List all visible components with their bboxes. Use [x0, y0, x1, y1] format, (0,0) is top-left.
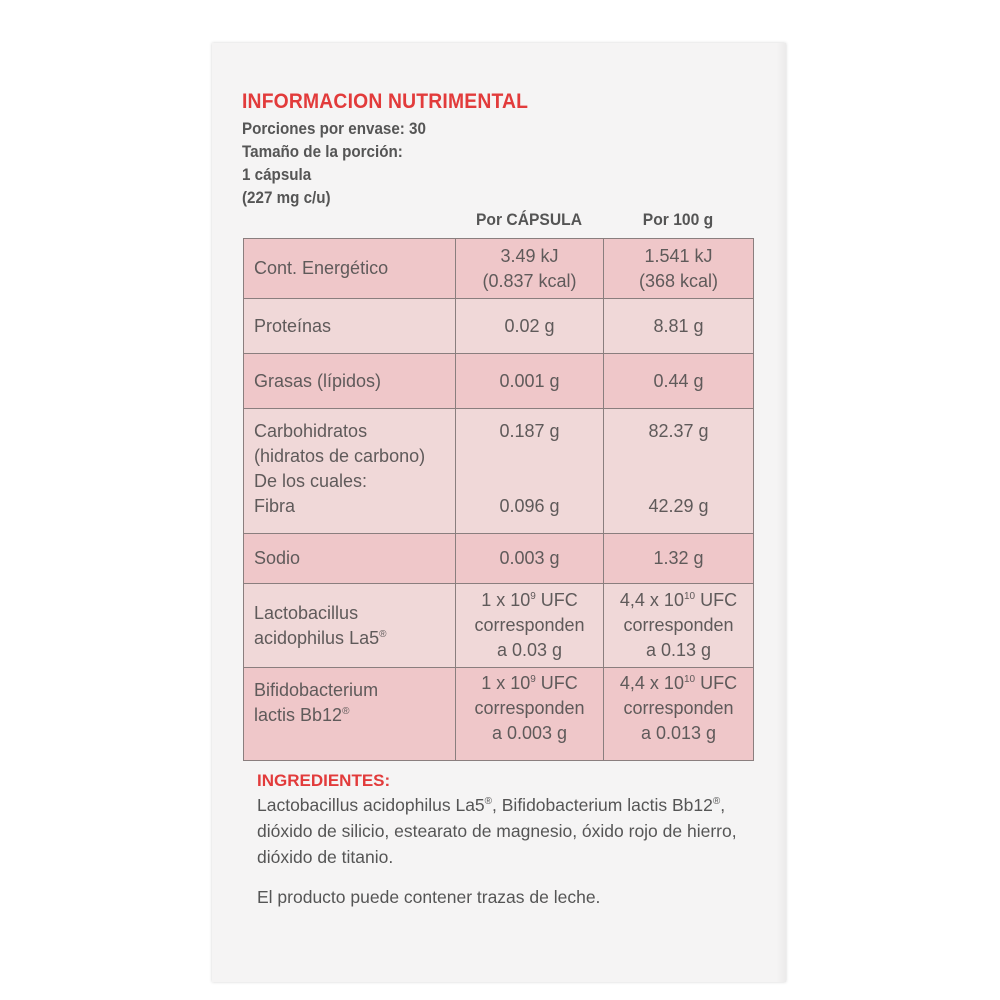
row-label — [244, 668, 456, 761]
table-row-lactobacillus — [244, 584, 754, 668]
nutrition-title: INFORMACION NUTRIMENTAL — [242, 90, 529, 113]
energy-kj-100g: 1.541 kJ — [644, 245, 713, 266]
value-per-capsule: 0.003 g — [456, 534, 604, 584]
lacto-label-1: Lactobacillus — [254, 602, 359, 623]
table-row-fat — [244, 354, 754, 409]
lacto-weight-capsule: a 0.03 g — [496, 640, 563, 660]
lacto-cfu-capsule: 1 x $10^9$ UFC — [481, 590, 578, 610]
table-row-sodium — [244, 534, 754, 584]
ingredients-section — [257, 770, 747, 910]
energy-kcal-100g: (368 kcal) — [638, 270, 719, 291]
bifido-corresponds-100g: corresponden — [623, 698, 734, 718]
value-per-100g: 1.32 g — [604, 534, 754, 584]
energy-kj-capsule: 3.49 kJ — [500, 245, 559, 266]
value-per-100g: 0.44 g — [604, 354, 754, 409]
nutrition-table — [243, 238, 754, 761]
carbs-100g: 82.37 g — [648, 421, 709, 441]
ingredients-title: INGREDIENTES: — [257, 771, 391, 790]
bifido-cfu-100g: 4,4 x $10^{10}$ UFC — [619, 673, 738, 693]
lacto-weight-100g: a 0.13 g — [645, 640, 712, 660]
value-per-capsule: 0.02 g — [456, 299, 604, 354]
serving-size-weight: (227 mg c/u) — [242, 189, 331, 207]
lacto-label-2: acidophilus La5® — [254, 627, 387, 648]
value-per-capsule — [456, 668, 604, 761]
value-per-100g — [604, 584, 754, 668]
row-label: Cont. Energético — [244, 239, 456, 299]
bifido-label-1: Bifidobacterium — [254, 680, 379, 700]
table-row-protein — [244, 299, 754, 354]
lacto-corresponds-100g: corresponden — [623, 615, 734, 635]
allergen-notice: El producto puede contener trazas de leche. — [257, 887, 601, 907]
bifido-weight-100g: a 0.013 g — [640, 723, 717, 743]
value-per-100g — [604, 409, 754, 534]
value-per-capsule — [456, 584, 604, 668]
value-per-100g — [604, 239, 754, 299]
bifido-corresponds-capsule: corresponden — [474, 698, 585, 718]
lacto-cfu-100g: 4,4 x $10^{10}$ UFC — [619, 590, 738, 610]
bifido-label-2: lactis Bb12® — [254, 705, 350, 725]
value-per-100g: 8.81 g — [604, 299, 754, 354]
row-label: Proteínas — [244, 299, 456, 354]
serving-size-label: Tamaño de la porción: — [242, 143, 403, 161]
row-label — [244, 409, 456, 534]
servings-per-container: Porciones por envase: 30 — [242, 120, 426, 138]
carbs-label: Carbohidratos — [254, 421, 368, 441]
row-label: Grasas (lípidos) — [244, 354, 456, 409]
serving-info — [242, 118, 573, 210]
fiber-capsule: 0.096 g — [499, 496, 560, 516]
fiber-100g: 42.29 g — [648, 496, 709, 516]
table-row-energy — [244, 239, 754, 299]
table-row-carbs — [244, 409, 754, 534]
value-per-capsule — [456, 239, 604, 299]
ingredients-text: Lactobacillus acidophilus La5®, Bifidobacterium lactis Bb12®, dióxido de silicio, estearato de magnesio, óxido rojo de hierro, dióxido de titanio. — [257, 795, 737, 867]
value-per-capsule: 0.001 g — [456, 354, 604, 409]
fiber-label: Fibra — [254, 496, 296, 516]
bifido-weight-capsule: a 0.003 g — [491, 723, 568, 743]
column-header-per-100g: Por 100 g — [642, 210, 714, 229]
column-header-per-capsule: Por CÁPSULA — [475, 210, 583, 229]
carbs-of-which: De los cuales: — [254, 471, 368, 491]
lacto-corresponds-capsule: corresponden — [474, 615, 585, 635]
value-per-100g — [604, 668, 754, 761]
value-per-capsule — [456, 409, 604, 534]
row-label — [244, 584, 456, 668]
energy-kcal-capsule: (0.837 kcal) — [482, 270, 577, 291]
bifido-cfu-capsule: 1 x $10^9$ UFC — [481, 673, 578, 693]
table-row-bifidobacterium — [244, 668, 754, 761]
serving-size-value: 1 cápsula — [242, 166, 312, 184]
carbs-capsule: 0.187 g — [499, 421, 560, 441]
row-label: Sodio — [244, 534, 456, 584]
carbs-sublabel: (hidratos de carbono) — [254, 446, 426, 466]
